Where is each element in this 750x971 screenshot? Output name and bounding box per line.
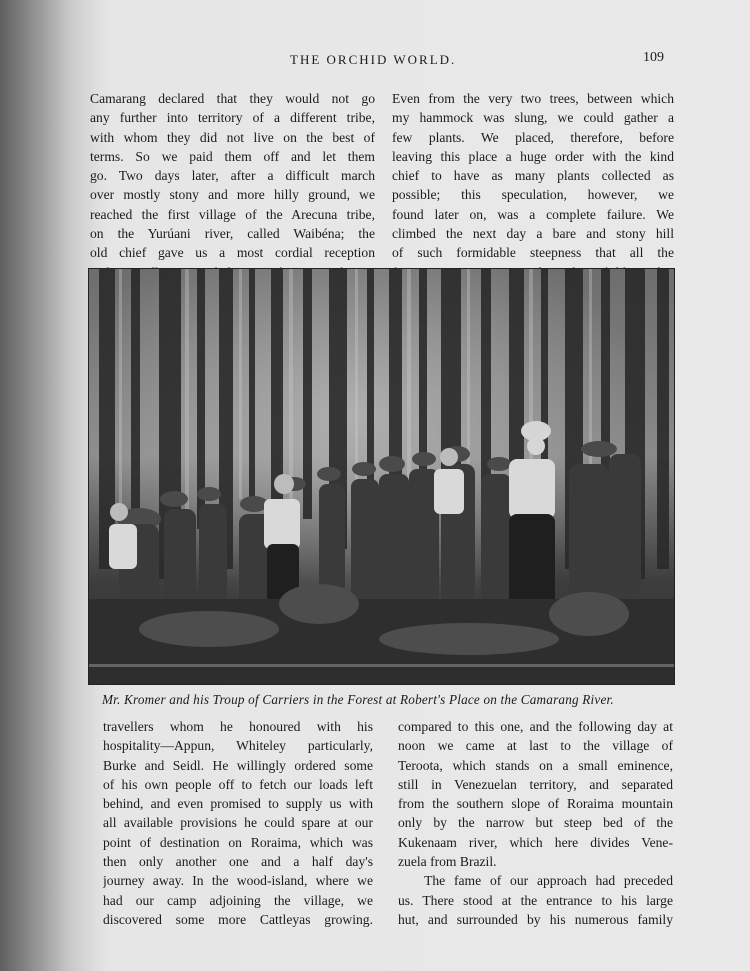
- text-line: leaving this place a huge order with the kind: [392, 148, 674, 164]
- text-line: over mostly stony and more hilly ground, we: [90, 187, 375, 203]
- text-line: hut, and surrounded by his numerous family: [398, 911, 673, 927]
- text-line: zuela from Brazil.: [398, 854, 497, 870]
- text-line: still in Venezuelan territory, and separated: [398, 776, 673, 792]
- text-line: reached the first village of the Arecuna tribe,: [90, 206, 375, 222]
- running-title: THE ORCHID WORLD.: [290, 52, 457, 67]
- text-line: my hammock was slung, we could gather a: [392, 110, 674, 126]
- text-line: The fame of our approach had preceded: [398, 873, 673, 889]
- text-line: of his own people off to fetch our loads left: [103, 776, 373, 792]
- text-line: any further into territory of a different tribe,: [90, 110, 375, 126]
- text-line: behind, and even promised to supply us with: [103, 796, 373, 812]
- text-line: with whom they did not live on the best of: [90, 129, 375, 145]
- top-right-column: [392, 89, 674, 282]
- text-line: from the southern slope of Roraima mountain: [398, 796, 673, 812]
- text-line: all available provisions he could spare at our: [103, 815, 373, 831]
- figure-caption: Mr. Kromer and his Troup of Carriers in the Forest at Robert's Place on the Camarang River.: [102, 692, 614, 707]
- forest-group-photograph: [88, 268, 675, 685]
- text-line: old chief gave us a most cordial reception: [90, 245, 375, 261]
- bottom-right-column: [398, 717, 673, 929]
- text-line: compared to this one, and the following day at: [398, 719, 673, 734]
- text-line: chief to have as many plants collected as: [392, 168, 674, 184]
- text-line: noon we came at last to the village of: [398, 738, 673, 754]
- text-line: few plants. We placed, therefore, before: [392, 129, 674, 145]
- text-line: hospitality—Appun, Whiteley particularly,: [103, 738, 373, 754]
- text-line: then only another one and a half day's: [103, 854, 373, 870]
- text-line: possible; this speculation, however, we: [392, 187, 674, 203]
- text-line: only by the narrow but steep bed of the: [398, 815, 673, 831]
- text-line: discovered some more Cattleyas growing.: [103, 911, 373, 927]
- text-line: found later on, was a complete failure. We: [392, 206, 674, 222]
- text-line: climbed the next day a bare and stony hill: [392, 226, 674, 242]
- text-line: Even from the very two trees, between which: [392, 91, 674, 106]
- text-line: travellers whom he honoured with his: [103, 719, 373, 734]
- photo-illustration: [89, 269, 674, 684]
- text-line: Teroota, which stands on a small eminence,: [398, 757, 673, 773]
- text-line: go. Two days later, after a difficult march: [90, 168, 375, 184]
- text-line: us. There stood at the entrance to his large: [398, 892, 673, 908]
- text-line: journey away. In the wood-island, where we: [103, 873, 373, 889]
- text-line: Camarang declared that they would not go: [90, 91, 375, 106]
- bottom-left-column: [103, 717, 373, 929]
- text-line: point of destination on Roraima, which was: [103, 834, 373, 850]
- text-line: terms. So we paid them off and let them: [90, 148, 375, 164]
- text-line: had our camp adjoining the village, we: [103, 892, 373, 908]
- text-line: Burke and Seidl. He willingly ordered some: [103, 757, 373, 773]
- text-line: of such formidable steepness that all the: [392, 245, 674, 261]
- top-left-column: [90, 89, 375, 282]
- text-line: Kukenaam river, which here divides Vene-: [398, 834, 673, 850]
- page-number: 109: [643, 50, 664, 65]
- text-line: on the Yurúani river, called Waibéna; the: [90, 226, 375, 242]
